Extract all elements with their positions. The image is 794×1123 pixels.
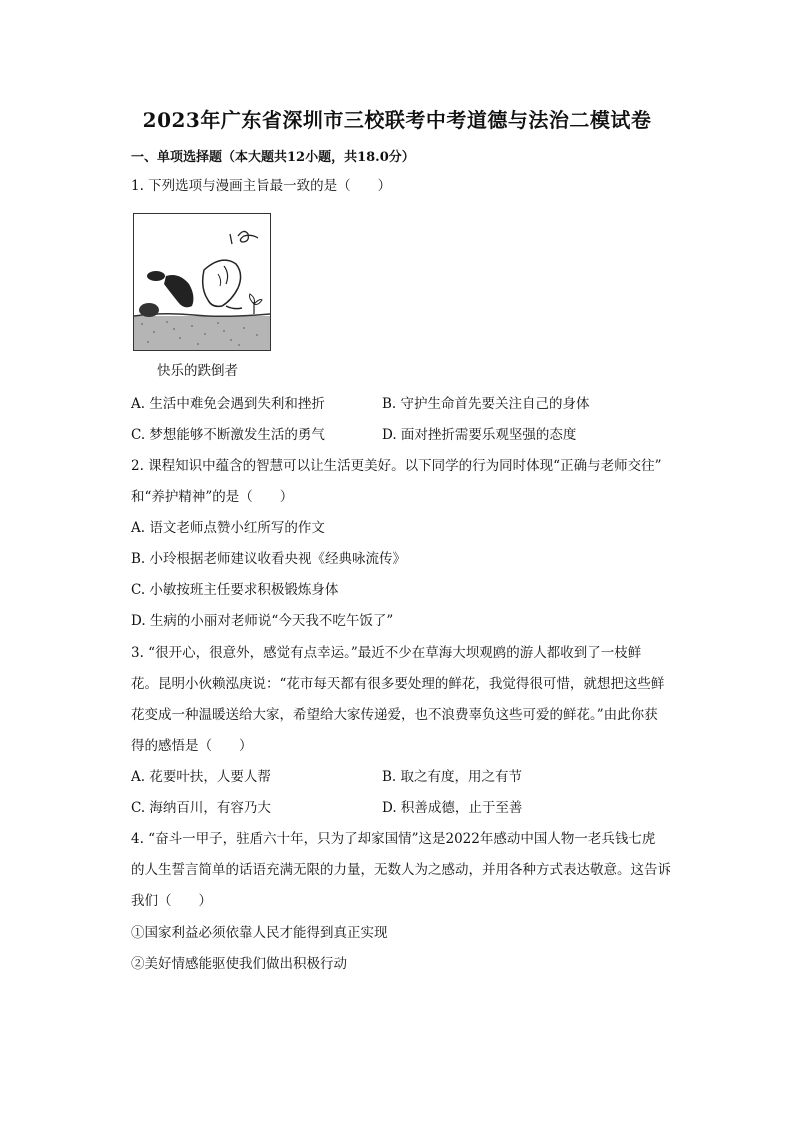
cartoon-caption: 快乐的跌倒者: [157, 363, 238, 379]
q4-stem-line2: 的人生誓言简单的话语充满无限的力量，无数人为之感动，并用各种方式表达敬意。这告诉: [131, 862, 671, 878]
q3-option-c[interactable]: C. 海纳百川，有容乃大: [131, 800, 271, 816]
q3-stem-line2: 花。昆明小伙赖泓庚说：“花市每天都有很多要处理的鲜花，我觉得很可惜，就想把这些鲜: [131, 676, 665, 692]
q3-option-d[interactable]: D. 积善成德，止于至善: [382, 800, 523, 816]
cartoon-drawing: [134, 214, 270, 350]
q2-option-b[interactable]: B. 小玲根据老师建议收看央视《经典咏流传》: [131, 551, 407, 567]
q2-option-d[interactable]: D. 生病的小丽对老师说“今天我不吃午饭了”: [131, 613, 394, 629]
cartoon-image: [133, 213, 271, 351]
q1-option-d[interactable]: D. 面对挫折需要乐观坚强的态度: [382, 427, 577, 443]
q4-stem-line1: 4. “奋斗一甲子，驻盾六十年，只为了却家国情”这是2022年感动中国人物一老兵钱七虎: [131, 831, 656, 847]
page-title: 2023年广东省深圳市三校联考中考道德与法治二模试卷: [142, 108, 652, 132]
q4-item-1: ①国家利益必须依靠人民才能得到真正实现: [131, 925, 388, 941]
q1-stem: 1. 下列选项与漫画主旨最一致的是（ ）: [131, 178, 392, 194]
q2-option-a[interactable]: A. 语文老师点赞小红所写的作文: [131, 520, 325, 536]
q2-stem-line1: 2. 课程知识中蕴含的智慧可以让生活更美好。以下同学的行为同时体现“正确与老师交往”: [131, 458, 662, 474]
q3-stem-line1: 3. “很开心，很意外，感觉有点幸运。”最近不少在草海大坝观鸥的游人都收到了一枝鲜: [131, 645, 642, 661]
section-heading: 一、单项选择题（本大题共12小题，共18.0分）: [131, 150, 415, 165]
q3-stem-line3: 花变成一种温暖送给大家，希望给大家传递爱，也不浪费辜负这些可爱的鲜花。”由此你获: [131, 707, 658, 723]
q1-option-c[interactable]: C. 梦想能够不断激发生活的勇气: [131, 427, 325, 443]
q1-option-b[interactable]: B. 守护生命首先要关注自己的身体: [382, 396, 590, 412]
q4-stem-line3: 我们（ ）: [131, 893, 212, 909]
q2-stem-line2: 和“养护精神”的是（ ）: [131, 489, 294, 505]
q4-item-2: ②美好情感能驱使我们做出积极行动: [131, 956, 347, 972]
q3-option-a[interactable]: A. 花要叶扶，人要人帮: [131, 769, 271, 785]
q1-option-a[interactable]: A. 生活中难免会遇到失利和挫折: [131, 396, 325, 412]
q3-option-b[interactable]: B. 取之有度，用之有节: [382, 769, 523, 785]
q3-stem-line4: 得的感悟是（ ）: [131, 738, 253, 754]
q2-option-c[interactable]: C. 小敏按班主任要求积极锻炼身体: [131, 582, 339, 598]
